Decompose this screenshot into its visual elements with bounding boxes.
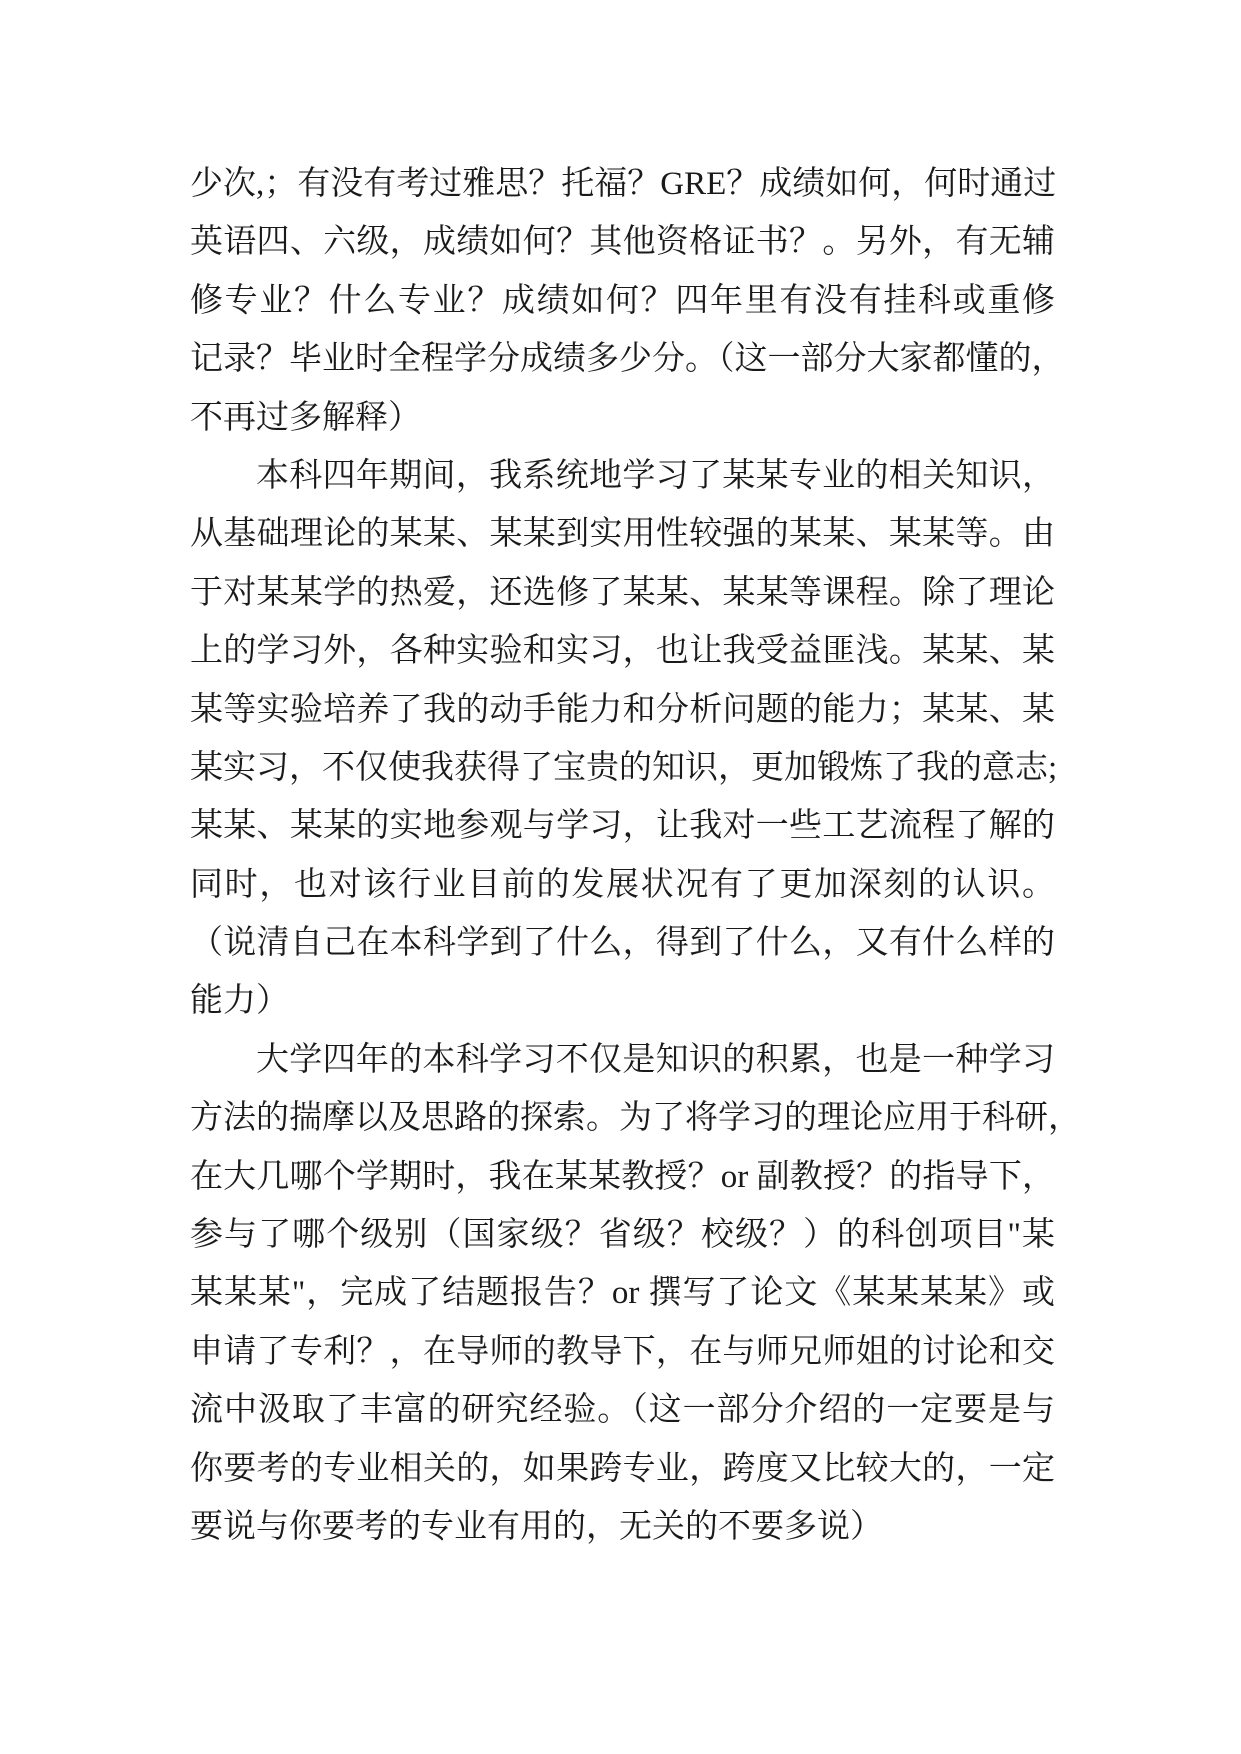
text-line: 要说与你要考的专业有用的，无关的不要多说）	[190, 1508, 883, 1545]
text-line: 记录？毕业时全程学分成绩多少分。（这一部分大家都懂的，	[190, 341, 1065, 378]
paragraph	[190, 447, 1058, 1031]
text-line: 参与了哪个级别（国家级？省级？校级？）的科创项目"某	[190, 1217, 1055, 1254]
text-line: 修专业？什么专业？成绩如何？四年里有没有挂科或重修	[190, 282, 1055, 319]
text-line: 英语四、六级，成绩如何？其他资格证书？。另外，有无辅	[190, 224, 1055, 261]
text-line: 某某、某某的实地参观与学习，让我对一些工艺流程了解的	[190, 808, 1055, 845]
text-line: 大学四年的本科学习不仅是知识的积累，也是一种学习	[256, 1041, 1055, 1078]
text-line: 申请了专利？，在导师的教导下，在与师兄师姐的讨论和交	[190, 1333, 1055, 1370]
text-line: 你要考的专业相关的，如果跨专业，跨度又比较大的，一定	[190, 1450, 1055, 1487]
text-line: （说清自己在本科学到了什么，得到了什么，又有什么样的	[190, 925, 1055, 962]
text-line: 同时，也对该行业目前的发展状况有了更加深刻的认识。	[190, 866, 1055, 903]
text-line: 某等实验培养了我的动手能力和分析问题的能力；某某、某	[190, 691, 1055, 728]
text-line: 从基础理论的某某、某某到实用性较强的某某、某某等。由	[190, 516, 1055, 553]
text-line: 流中汲取了丰富的研究经验。（这一部分介绍的一定要是与	[190, 1392, 1055, 1429]
text-line: 上的学习外，各种实验和实习，也让我受益匪浅。某某、某	[190, 633, 1055, 670]
text-line: 某实习，不仅使我获得了宝贵的知识，更加锻炼了我的意志;	[190, 749, 1058, 786]
document-text	[190, 155, 1081, 1556]
text-line: 方法的揣摩以及思路的探索。为了将学习的理论应用于科研，	[190, 1100, 1081, 1137]
text-line: 少次,；有没有考过雅思？托福？GRE？成绩如何，何时通过	[190, 166, 1057, 202]
text-line: 在大几哪个学期时，我在某某教授？or 副教授？的指导下，	[190, 1158, 1055, 1195]
text-line: 不再过多解释）	[190, 399, 421, 436]
text-line: 于对某某学的热爱，还选修了某某、某某等课程。除了理论	[190, 574, 1055, 611]
text-line: 某某某"，完成了结题报告？or 撰写了论文《某某某某》或	[190, 1275, 1055, 1312]
paragraph	[190, 155, 1065, 447]
paragraph	[190, 1031, 1081, 1557]
text-line: 本科四年期间，我系统地学习了某某专业的相关知识，	[256, 457, 1055, 494]
text-line: 能力）	[190, 983, 289, 1020]
